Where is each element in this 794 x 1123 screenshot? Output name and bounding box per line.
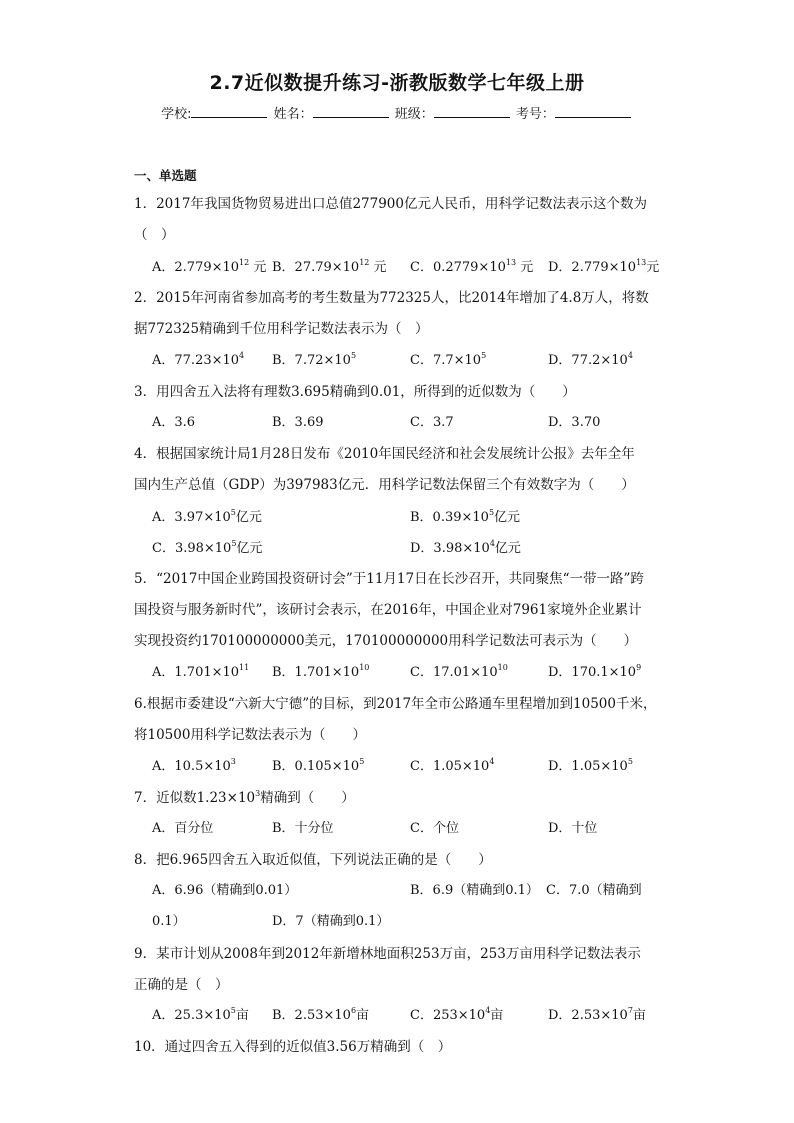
page-title: 2.7近似数提升练习-浙教版数学七年级上册 xyxy=(209,72,585,94)
option-c-cont: 0.1） xyxy=(152,914,186,929)
class-label: 班级： xyxy=(394,107,434,122)
option-d: D．$2.53\times 10^7$亩 xyxy=(548,1006,646,1023)
option-d: D．$170.1\times 10^9$ xyxy=(548,663,642,680)
option-c: C．$17.01\times 10^{10}$ xyxy=(410,663,508,680)
option-b: B．$7.72\times 10^5$ xyxy=(272,351,357,368)
option-c: C．3.7 xyxy=(410,415,454,430)
class-blank[interactable] xyxy=(434,105,510,118)
option-b: B．十分位 xyxy=(272,821,334,836)
exam-no-blank[interactable] xyxy=(555,105,631,118)
option-d: D．$2.779\times 10^{13}$元 xyxy=(548,258,660,275)
option-a: A．百分位 xyxy=(152,821,214,836)
option-d: D．$77.2\times 10^4$ xyxy=(548,351,633,368)
question-2-text: 2．2015年河南省参加高考的考生数量为772325人，比2014年增加了4.8万人，将数 xyxy=(134,290,649,306)
school-label: 学校: xyxy=(161,107,192,122)
question-6-text: 6.根据市委建设“六新大宁德”的目标，到2017年全市公路通车里程增加到10500千米， xyxy=(134,696,657,712)
question-2-text-cont: 据772325精确到千位用科学记数法表示为（ ） xyxy=(134,321,429,337)
option-d: D．十位 xyxy=(548,821,598,836)
name-label: 姓名： xyxy=(273,107,313,122)
option-a: A．$1.701\times 10^{11}$ xyxy=(152,663,250,680)
question-1-text: 1．2017年我国货物贸易进出口总值277900亿元人民币，用科学记数法表示这个数为 xyxy=(134,196,647,212)
option-a: A．3.6 xyxy=(152,415,196,430)
student-info-line xyxy=(0,103,794,122)
question-5-text: 5．“2017中国企业跨国投资研讨会”于11月17日在长沙召开，共同聚焦“一带一路”跨 xyxy=(134,571,644,587)
option-b: B．6.9（精确到0.1） xyxy=(410,883,539,898)
exam-no-label: 考号： xyxy=(515,107,555,122)
question-9-text-cont: 正确的是（ ） xyxy=(134,977,229,993)
option-c: C．7.0（精确到 xyxy=(546,883,642,898)
option-c: C．$253\times 10^4$亩 xyxy=(410,1006,504,1023)
option-b: B．$2.53\times 10^6$亩 xyxy=(272,1006,370,1023)
option-b: B．3.69 xyxy=(272,415,324,430)
option-c: C．$3.98\times 10^5$亿元 xyxy=(152,539,263,556)
question-1-text-cont: （ ） xyxy=(134,227,175,243)
name-blank[interactable] xyxy=(313,105,389,118)
section-heading: 一、单选题 xyxy=(134,168,197,183)
question-4-text-cont: 国内生产总值（GDP）为397983亿元．用科学记数法保留三个有效数字为（ ） xyxy=(134,477,635,493)
school-blank[interactable] xyxy=(191,105,267,118)
option-a: A．$10.5\times 10^3$ xyxy=(152,757,236,774)
question-9-text: 9．某市计划从2008年到2012年新增林地面积253万亩，253万亩用科学记数法表示 xyxy=(134,946,641,962)
option-b: B．$0.105\times 10^5$ xyxy=(272,757,365,774)
option-a: A．$77.23\times 10^4$ xyxy=(152,351,245,368)
option-d: D．3.70 xyxy=(548,415,601,430)
option-c: C．$0.2779\times 10^{13}$ 元 xyxy=(410,258,534,275)
question-5-text-cont2: 实现投资约170100000000美元，170100000000用科学记数法可表示为（ ） xyxy=(134,633,638,649)
question-6-text-cont: 将10500用科学记数法表示为（ ） xyxy=(134,727,366,743)
option-b: B．$0.39\times 10^5$亿元 xyxy=(410,508,521,525)
option-c: C．个位 xyxy=(410,821,459,836)
question-5-text-cont: 国投资与服务新时代”，该研讨会表示，在2016年，中国企业对7961家境外企业累计 xyxy=(134,602,642,618)
option-a: A．6.96（精确到0.01） xyxy=(152,883,298,898)
question-7-text: 7．近似数$1.23\times 10^3$精确到（ ） xyxy=(134,789,355,806)
question-8-text: 8．把6.965四舍五入取近似值，下列说法正确的是（ ） xyxy=(134,852,492,868)
option-a: A．$2.779\times 10^{12}$ 元 xyxy=(152,258,267,275)
option-d: D．$3.98\times 10^4$亿元 xyxy=(410,539,521,556)
option-a: A．$25.3\times 10^5$亩 xyxy=(152,1006,249,1023)
option-d: D．$1.05\times 10^5$ xyxy=(548,757,633,774)
question-3-text: 3．用四舍五入法将有理数3.695精确到0.01，所得到的近似数为（ ） xyxy=(134,384,576,400)
question-4-text: 4．根据国家统计局1月28日发布《2010年国民经济和社会发展统计公报》去年全年 xyxy=(134,446,635,462)
option-d: D．7（精确到0.1） xyxy=(272,914,390,929)
option-c: C．$1.05\times 10^4$ xyxy=(410,757,495,774)
option-b: B．$1.701\times 10^{10}$ xyxy=(272,663,370,680)
question-10-text: 10．通过四舍五入得到的近似值3.56万精确到（ ） xyxy=(134,1039,452,1055)
option-b: B．$27.79\times 10^{12}$ 元 xyxy=(272,258,387,275)
option-c: C．$7.7\times 10^5$ xyxy=(410,351,487,368)
option-a: A．$3.97\times 10^5$亿元 xyxy=(152,508,262,525)
